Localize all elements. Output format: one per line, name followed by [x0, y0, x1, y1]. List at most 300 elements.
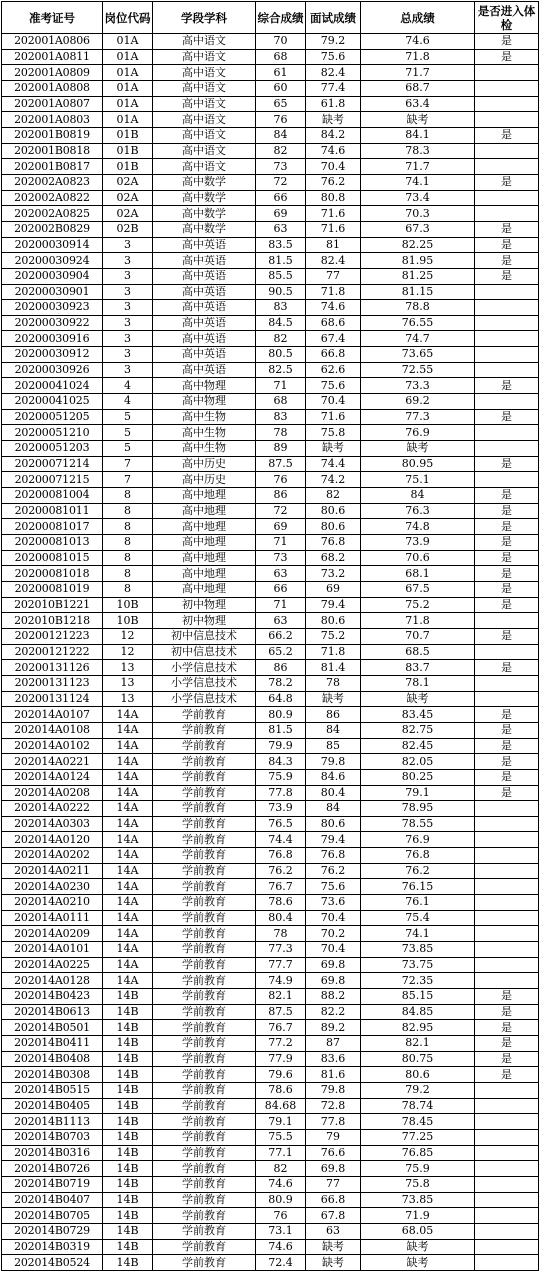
cell-exam-score: 63 — [256, 613, 306, 629]
cell-candidate-id: 20200030914 — [2, 237, 103, 253]
table-row — [2, 127, 539, 143]
cell-medical-check — [475, 832, 539, 848]
table-row — [2, 910, 539, 926]
cell-exam-score: 90.5 — [256, 284, 306, 300]
cell-total-score: 70.7 — [361, 628, 475, 644]
table-row — [2, 456, 539, 472]
cell-medical-check: 是 — [475, 754, 539, 770]
cell-post-code: 8 — [103, 488, 153, 504]
cell-interview-score: 88.2 — [306, 989, 361, 1005]
cell-post-code: 14A — [103, 832, 153, 848]
header-interview: 面试成绩 — [306, 2, 361, 34]
cell-exam-score: 75.5 — [256, 1129, 306, 1145]
cell-exam-score: 75.9 — [256, 769, 306, 785]
cell-total-score: 81.95 — [361, 253, 475, 269]
cell-subject: 学前教育 — [153, 1145, 256, 1161]
cell-total-score: 84.85 — [361, 1004, 475, 1020]
cell-candidate-id: 202014B0705 — [2, 1208, 103, 1224]
cell-post-code: 14A — [103, 738, 153, 754]
cell-total-score: 78.8 — [361, 300, 475, 316]
cell-candidate-id: 202014B0405 — [2, 1098, 103, 1114]
cell-total-score: 73.85 — [361, 1192, 475, 1208]
cell-exam-score: 61 — [256, 65, 306, 81]
cell-exam-score: 80.9 — [256, 707, 306, 723]
cell-subject: 学前教育 — [153, 973, 256, 989]
cell-exam-score: 82 — [256, 331, 306, 347]
cell-candidate-id: 202014A0210 — [2, 895, 103, 911]
cell-subject: 高中生物 — [153, 409, 256, 425]
cell-medical-check: 是 — [475, 581, 539, 597]
cell-exam-score: 76.7 — [256, 879, 306, 895]
cell-subject: 高中英语 — [153, 253, 256, 269]
cell-total-score: 80.95 — [361, 456, 475, 472]
cell-post-code: 14B — [103, 989, 153, 1005]
cell-medical-check — [475, 926, 539, 942]
cell-exam-score: 70 — [256, 34, 306, 50]
cell-interview-score: 71.6 — [306, 221, 361, 237]
cell-total-score: 77.25 — [361, 1129, 475, 1145]
table-row — [2, 535, 539, 551]
header-post: 岗位代码 — [103, 2, 153, 34]
cell-interview-score: 69.8 — [306, 973, 361, 989]
cell-subject: 学前教育 — [153, 816, 256, 832]
cell-post-code: 14B — [103, 1051, 153, 1067]
cell-exam-score: 89 — [256, 441, 306, 457]
cell-subject: 学前教育 — [153, 1020, 256, 1036]
cell-candidate-id: 202014A0209 — [2, 926, 103, 942]
cell-total-score: 74.1 — [361, 926, 475, 942]
cell-total-score: 76.1 — [361, 895, 475, 911]
table-row — [2, 1129, 539, 1145]
cell-total-score: 缺考 — [361, 1239, 475, 1255]
cell-subject: 学前教育 — [153, 1161, 256, 1177]
cell-interview-score: 77.8 — [306, 1114, 361, 1130]
cell-total-score: 83.7 — [361, 660, 475, 676]
cell-post-code: 14A — [103, 785, 153, 801]
cell-candidate-id: 202014A0222 — [2, 801, 103, 817]
cell-exam-score: 80.5 — [256, 347, 306, 363]
cell-interview-score: 68.6 — [306, 315, 361, 331]
cell-medical-check: 是 — [475, 268, 539, 284]
cell-interview-score: 89.2 — [306, 1020, 361, 1036]
cell-interview-score: 82.4 — [306, 253, 361, 269]
table-row — [2, 1239, 539, 1255]
cell-interview-score: 67.4 — [306, 331, 361, 347]
cell-subject: 高中英语 — [153, 362, 256, 378]
cell-candidate-id: 202014A0101 — [2, 942, 103, 958]
cell-total-score: 82.95 — [361, 1020, 475, 1036]
cell-interview-score: 84.2 — [306, 127, 361, 143]
cell-exam-score: 71 — [256, 597, 306, 613]
cell-post-code: 14A — [103, 910, 153, 926]
cell-post-code: 14A — [103, 801, 153, 817]
cell-post-code: 7 — [103, 456, 153, 472]
cell-post-code: 14B — [103, 1161, 153, 1177]
cell-interview-score: 85 — [306, 738, 361, 754]
cell-interview-score: 74.6 — [306, 143, 361, 159]
cell-interview-score: 69 — [306, 581, 361, 597]
table-row — [2, 174, 539, 190]
cell-post-code: 02B — [103, 221, 153, 237]
cell-subject: 学前教育 — [153, 942, 256, 958]
cell-exam-score: 72.4 — [256, 1255, 306, 1271]
cell-post-code: 10B — [103, 613, 153, 629]
table-row — [2, 989, 539, 1005]
cell-subject: 学前教育 — [153, 1114, 256, 1130]
cell-exam-score: 77.2 — [256, 1036, 306, 1052]
table-row — [2, 1036, 539, 1052]
cell-subject: 学前教育 — [153, 1255, 256, 1271]
cell-exam-score: 69 — [256, 206, 306, 222]
cell-interview-score: 78 — [306, 675, 361, 691]
cell-candidate-id: 202002B0829 — [2, 221, 103, 237]
cell-interview-score: 66.8 — [306, 347, 361, 363]
cell-post-code: 3 — [103, 315, 153, 331]
cell-interview-score: 70.4 — [306, 942, 361, 958]
cell-medical-check: 是 — [475, 519, 539, 535]
cell-medical-check — [475, 848, 539, 864]
cell-interview-score: 71.8 — [306, 284, 361, 300]
cell-post-code: 3 — [103, 300, 153, 316]
header-id: 准考证号 — [2, 2, 103, 34]
cell-total-score: 74.6 — [361, 34, 475, 50]
cell-exam-score: 80.4 — [256, 910, 306, 926]
cell-candidate-id: 202014B0407 — [2, 1192, 103, 1208]
cell-medical-check — [475, 65, 539, 81]
cell-total-score: 73.85 — [361, 942, 475, 958]
header-check: 是否进入体检 — [475, 2, 539, 34]
cell-candidate-id: 20200030922 — [2, 315, 103, 331]
cell-subject: 高中语文 — [153, 49, 256, 65]
cell-exam-score: 73.1 — [256, 1223, 306, 1239]
cell-subject: 学前教育 — [153, 879, 256, 895]
cell-candidate-id: 20200051203 — [2, 441, 103, 457]
cell-interview-score: 80.6 — [306, 519, 361, 535]
cell-total-score: 77.3 — [361, 409, 475, 425]
cell-candidate-id: 20200131123 — [2, 675, 103, 691]
cell-interview-score: 66.8 — [306, 1192, 361, 1208]
table-row — [2, 378, 539, 394]
cell-total-score: 84 — [361, 488, 475, 504]
cell-interview-score: 70.2 — [306, 926, 361, 942]
cell-total-score: 67.5 — [361, 581, 475, 597]
cell-interview-score: 69.8 — [306, 1161, 361, 1177]
cell-interview-score: 77 — [306, 1176, 361, 1192]
cell-interview-score: 75.8 — [306, 425, 361, 441]
cell-post-code: 8 — [103, 503, 153, 519]
cell-subject: 学前教育 — [153, 769, 256, 785]
table-row — [2, 597, 539, 613]
cell-post-code: 14A — [103, 863, 153, 879]
cell-total-score: 78.74 — [361, 1098, 475, 1114]
cell-medical-check: 是 — [475, 237, 539, 253]
cell-medical-check — [475, 315, 539, 331]
cell-interview-score: 63 — [306, 1223, 361, 1239]
cell-interview-score: 79 — [306, 1129, 361, 1145]
cell-interview-score: 86 — [306, 707, 361, 723]
cell-medical-check — [475, 143, 539, 159]
cell-medical-check — [475, 1208, 539, 1224]
cell-medical-check: 是 — [475, 550, 539, 566]
cell-exam-score: 82.1 — [256, 989, 306, 1005]
cell-post-code: 3 — [103, 268, 153, 284]
cell-medical-check — [475, 331, 539, 347]
cell-post-code: 14A — [103, 926, 153, 942]
cell-post-code: 14A — [103, 816, 153, 832]
cell-interview-score: 79.4 — [306, 832, 361, 848]
cell-interview-score: 71.6 — [306, 409, 361, 425]
cell-exam-score: 68 — [256, 394, 306, 410]
cell-post-code: 3 — [103, 362, 153, 378]
cell-post-code: 14A — [103, 707, 153, 723]
cell-medical-check — [475, 973, 539, 989]
cell-subject: 高中语文 — [153, 96, 256, 112]
cell-subject: 学前教育 — [153, 832, 256, 848]
cell-interview-score: 77 — [306, 268, 361, 284]
cell-post-code: 8 — [103, 566, 153, 582]
cell-total-score: 缺考 — [361, 691, 475, 707]
table-row — [2, 206, 539, 222]
cell-medical-check — [475, 190, 539, 206]
cell-total-score: 缺考 — [361, 441, 475, 457]
cell-interview-score: 74.4 — [306, 456, 361, 472]
cell-post-code: 5 — [103, 409, 153, 425]
cell-subject: 小学信息技术 — [153, 660, 256, 676]
table-row — [2, 34, 539, 50]
table-row — [2, 1208, 539, 1224]
table-row — [2, 848, 539, 864]
cell-medical-check: 是 — [475, 989, 539, 1005]
cell-total-score: 68.1 — [361, 566, 475, 582]
cell-subject: 学前教育 — [153, 722, 256, 738]
cell-exam-score: 74.6 — [256, 1239, 306, 1255]
cell-exam-score: 76.8 — [256, 848, 306, 864]
cell-subject: 高中语文 — [153, 127, 256, 143]
cell-subject: 学前教育 — [153, 1129, 256, 1145]
cell-medical-check: 是 — [475, 535, 539, 551]
cell-interview-score: 76.2 — [306, 174, 361, 190]
cell-exam-score: 76 — [256, 112, 306, 128]
cell-total-score: 68.05 — [361, 1223, 475, 1239]
cell-subject: 学前教育 — [153, 1208, 256, 1224]
table-row — [2, 1098, 539, 1114]
cell-medical-check: 是 — [475, 707, 539, 723]
cell-total-score: 82.25 — [361, 237, 475, 253]
cell-post-code: 12 — [103, 628, 153, 644]
cell-subject: 高中生物 — [153, 425, 256, 441]
cell-subject: 学前教育 — [153, 1223, 256, 1239]
cell-medical-check: 是 — [475, 174, 539, 190]
cell-exam-score: 60 — [256, 80, 306, 96]
cell-medical-check — [475, 1176, 539, 1192]
table-row — [2, 754, 539, 770]
cell-candidate-id: 202001A0809 — [2, 65, 103, 81]
table-row — [2, 628, 539, 644]
cell-candidate-id: 202014A0128 — [2, 973, 103, 989]
cell-candidate-id: 202001B0817 — [2, 159, 103, 175]
cell-interview-score: 81 — [306, 237, 361, 253]
cell-medical-check: 是 — [475, 785, 539, 801]
cell-interview-score: 70.4 — [306, 394, 361, 410]
cell-subject: 高中地理 — [153, 535, 256, 551]
cell-subject: 学前教育 — [153, 957, 256, 973]
table-row — [2, 722, 539, 738]
cell-medical-check: 是 — [475, 253, 539, 269]
cell-total-score: 68.7 — [361, 80, 475, 96]
cell-total-score: 82.1 — [361, 1036, 475, 1052]
cell-medical-check: 是 — [475, 378, 539, 394]
cell-post-code: 02A — [103, 190, 153, 206]
cell-candidate-id: 202014B0613 — [2, 1004, 103, 1020]
cell-interview-score: 80.4 — [306, 785, 361, 801]
cell-interview-score: 71.6 — [306, 206, 361, 222]
cell-medical-check — [475, 1192, 539, 1208]
cell-total-score: 74.7 — [361, 331, 475, 347]
cell-medical-check — [475, 1223, 539, 1239]
cell-medical-check — [475, 472, 539, 488]
cell-exam-score: 65 — [256, 96, 306, 112]
cell-total-score: 76.55 — [361, 315, 475, 331]
cell-total-score: 76.8 — [361, 848, 475, 864]
cell-exam-score: 79.9 — [256, 738, 306, 754]
table-row — [2, 1082, 539, 1098]
cell-candidate-id: 20200081018 — [2, 566, 103, 582]
cell-post-code: 8 — [103, 550, 153, 566]
cell-post-code: 14B — [103, 1098, 153, 1114]
cell-interview-score: 76.2 — [306, 863, 361, 879]
cell-subject: 初中物理 — [153, 613, 256, 629]
cell-interview-score: 75.2 — [306, 628, 361, 644]
cell-candidate-id: 202014B0719 — [2, 1176, 103, 1192]
cell-candidate-id: 202014B0524 — [2, 1255, 103, 1271]
cell-medical-check: 是 — [475, 769, 539, 785]
cell-interview-score: 70.4 — [306, 159, 361, 175]
table-row — [2, 1223, 539, 1239]
cell-exam-score: 78 — [256, 425, 306, 441]
cell-subject: 高中数学 — [153, 174, 256, 190]
cell-candidate-id: 202014A0102 — [2, 738, 103, 754]
cell-medical-check: 是 — [475, 409, 539, 425]
cell-exam-score: 86 — [256, 488, 306, 504]
cell-exam-score: 78.6 — [256, 895, 306, 911]
cell-exam-score: 80.9 — [256, 1192, 306, 1208]
cell-medical-check — [475, 112, 539, 128]
table-row — [2, 581, 539, 597]
cell-post-code: 4 — [103, 378, 153, 394]
cell-total-score: 74.8 — [361, 519, 475, 535]
cell-candidate-id: 20200081019 — [2, 581, 103, 597]
cell-subject: 高中地理 — [153, 488, 256, 504]
cell-post-code: 01A — [103, 80, 153, 96]
table-row — [2, 738, 539, 754]
cell-candidate-id: 202014B0408 — [2, 1051, 103, 1067]
cell-total-score: 缺考 — [361, 112, 475, 128]
cell-candidate-id: 202014A0303 — [2, 816, 103, 832]
cell-candidate-id: 20200071215 — [2, 472, 103, 488]
cell-medical-check — [475, 942, 539, 958]
cell-medical-check — [475, 394, 539, 410]
header-subject: 学段学科 — [153, 2, 256, 34]
cell-subject: 高中数学 — [153, 190, 256, 206]
cell-candidate-id: 20200081011 — [2, 503, 103, 519]
cell-subject: 学前教育 — [153, 1036, 256, 1052]
table-row — [2, 80, 539, 96]
cell-candidate-id: 202014B0729 — [2, 1223, 103, 1239]
cell-interview-score: 75.6 — [306, 378, 361, 394]
cell-medical-check — [475, 816, 539, 832]
cell-candidate-id: 20200051205 — [2, 409, 103, 425]
cell-subject: 学前教育 — [153, 989, 256, 1005]
cell-subject: 高中数学 — [153, 221, 256, 237]
cell-post-code: 4 — [103, 394, 153, 410]
cell-candidate-id: 20200041024 — [2, 378, 103, 394]
cell-subject: 学前教育 — [153, 1192, 256, 1208]
cell-total-score: 75.8 — [361, 1176, 475, 1192]
cell-post-code: 5 — [103, 441, 153, 457]
cell-medical-check: 是 — [475, 660, 539, 676]
cell-post-code: 14B — [103, 1239, 153, 1255]
cell-exam-score: 76.5 — [256, 816, 306, 832]
cell-total-score: 85.15 — [361, 989, 475, 1005]
cell-post-code: 14B — [103, 1208, 153, 1224]
table-row — [2, 613, 539, 629]
cell-candidate-id: 202014A0208 — [2, 785, 103, 801]
table-row — [2, 1192, 539, 1208]
cell-post-code: 14B — [103, 1145, 153, 1161]
cell-interview-score: 81.6 — [306, 1067, 361, 1083]
cell-exam-score: 72 — [256, 174, 306, 190]
cell-medical-check — [475, 879, 539, 895]
cell-interview-score: 79.4 — [306, 597, 361, 613]
cell-subject: 高中语文 — [153, 159, 256, 175]
cell-medical-check: 是 — [475, 1036, 539, 1052]
cell-exam-score: 76.2 — [256, 863, 306, 879]
cell-medical-check — [475, 1129, 539, 1145]
cell-medical-check — [475, 96, 539, 112]
header-row — [2, 2, 539, 34]
cell-subject: 高中英语 — [153, 300, 256, 316]
table-row — [2, 112, 539, 128]
table-row — [2, 488, 539, 504]
cell-post-code: 7 — [103, 472, 153, 488]
cell-post-code: 14A — [103, 957, 153, 973]
cell-candidate-id: 202014A0225 — [2, 957, 103, 973]
cell-interview-score: 69.8 — [306, 957, 361, 973]
cell-post-code: 01A — [103, 96, 153, 112]
cell-exam-score: 73 — [256, 159, 306, 175]
cell-total-score: 73.3 — [361, 378, 475, 394]
cell-total-score: 70.6 — [361, 550, 475, 566]
table-row — [2, 315, 539, 331]
cell-subject: 学前教育 — [153, 1004, 256, 1020]
cell-total-score: 76.85 — [361, 1145, 475, 1161]
cell-total-score: 76.2 — [361, 863, 475, 879]
table-row — [2, 707, 539, 723]
cell-candidate-id: 202001B0818 — [2, 143, 103, 159]
cell-subject: 高中英语 — [153, 315, 256, 331]
cell-exam-score: 82.5 — [256, 362, 306, 378]
cell-total-score: 78.95 — [361, 801, 475, 817]
cell-total-score: 67.3 — [361, 221, 475, 237]
cell-total-score: 80.25 — [361, 769, 475, 785]
table-row — [2, 221, 539, 237]
cell-medical-check: 是 — [475, 1020, 539, 1036]
cell-post-code: 14B — [103, 1129, 153, 1145]
cell-candidate-id: 202014A0111 — [2, 910, 103, 926]
cell-post-code: 13 — [103, 691, 153, 707]
cell-post-code: 14B — [103, 1223, 153, 1239]
cell-total-score: 82.05 — [361, 754, 475, 770]
